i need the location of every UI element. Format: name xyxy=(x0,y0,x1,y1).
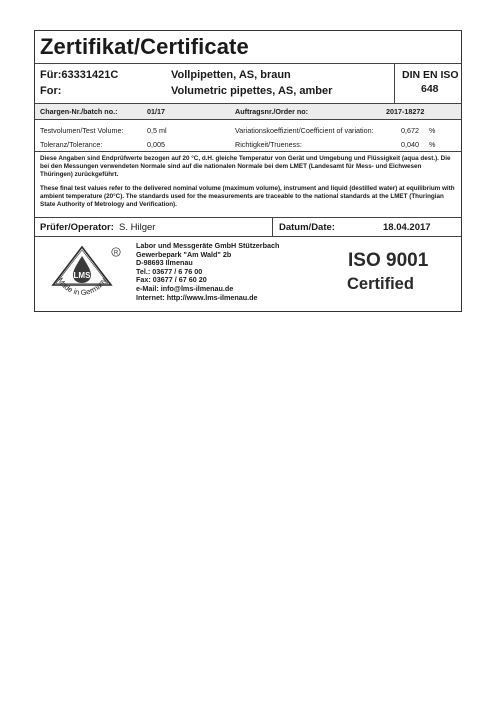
batch-label: Chargen-Nr./batch no.: xyxy=(40,107,118,116)
date-label: Datum/Date: xyxy=(279,222,335,233)
company-address xyxy=(136,242,279,302)
tolerance-label: Toleranz/Tolerance: xyxy=(40,140,103,149)
product-name-en: Volumetric pipettes, AS, amber xyxy=(171,85,333,97)
volume-value: 0,5 ml xyxy=(147,126,167,135)
order-label: Auftragsnr./Order no: xyxy=(235,107,309,116)
trueness-value: 0,040 xyxy=(401,140,419,149)
standard-label: DIN EN ISO xyxy=(402,69,459,81)
title-section xyxy=(35,31,461,64)
article-line xyxy=(40,69,118,81)
certificate-title: Zertifikat/Certificate xyxy=(40,34,249,59)
company-tel: Tel.: 03677 / 6 76 00 xyxy=(136,266,203,276)
operator-label: Prüfer/Operator: xyxy=(40,222,114,233)
statement-en: These final test values refer to the delivered nominal volume (maximum volume), instrument and liquid (destilled water) at equilibrium with ambient temperature (20°C). The standards used for the measurements are traceable to the national standards at the LMET (Thuringian State Authority of Metrology and Verification). xyxy=(40,185,455,209)
statement-section xyxy=(35,152,461,218)
standard-divider xyxy=(394,64,395,103)
lms-logo-icon xyxy=(47,246,123,306)
company-web[interactable]: Internet: http://www.lms-ilmenau.de xyxy=(136,292,258,302)
for-label-de: Für: xyxy=(40,69,62,81)
operator-divider xyxy=(272,218,273,236)
iso-standard: ISO 9001 xyxy=(348,250,429,271)
date-value: 18.04.2017 xyxy=(383,222,431,233)
tolerance-value: 0,005 xyxy=(147,140,165,149)
batch-value: 01/17 xyxy=(147,107,165,116)
logo-slogan: Made in Germany xyxy=(55,276,109,298)
company-name: Labor und Messgeräte GmbH Stützerbach xyxy=(136,241,280,250)
trueness-label: Richtigkeit/Trueness: xyxy=(235,140,302,149)
cv-value: 0,672 xyxy=(401,126,419,135)
batch-section xyxy=(35,104,461,120)
logo-brand: LMS xyxy=(73,271,91,280)
product-section xyxy=(35,64,461,104)
article-number: 63331421C xyxy=(61,69,119,81)
for-label-en: For: xyxy=(40,85,62,97)
operator-section xyxy=(35,218,461,237)
order-value: 2017-18272 xyxy=(386,107,425,116)
company-city: D-98693 Ilmenau xyxy=(136,258,193,268)
certificate-box xyxy=(34,30,462,312)
registered-mark: R xyxy=(113,250,119,257)
cv-label: Variationskoeffizient/Coefficient of variation: xyxy=(235,126,374,135)
statement-de: Diese Angaben sind Endprüfwerte bezogen auf 20 °C, d.H. gleiche Temperatur von Gerät und Umgebung und Flüssigkeit (aqua dest.). Die bei den Messungen verwendeten Normale sind auf die nationalen Normale bei dem LMET (Landesamt für Mess- und Eichwesen Thüringen) zurückgeführt. xyxy=(40,155,451,179)
product-name-de: Vollpipetten, AS, braun xyxy=(171,69,291,81)
iso-certified: Certified xyxy=(347,275,414,293)
company-email[interactable]: e-Mail: info@lms-ilmenau.de xyxy=(136,283,234,293)
company-fax: Fax: 03677 / 67 60 20 xyxy=(136,275,207,285)
lms-logo xyxy=(47,246,123,306)
company-street: Gewerbepark "Am Wald" 2b xyxy=(136,249,232,259)
operator-name: S. Hilger xyxy=(119,222,156,233)
measurement-section xyxy=(35,120,461,152)
cv-unit: % xyxy=(429,126,436,135)
trueness-unit: % xyxy=(429,140,436,149)
volume-label: Testvolumen/Test Volume: xyxy=(40,126,124,135)
standard-number: 648 xyxy=(421,83,439,95)
